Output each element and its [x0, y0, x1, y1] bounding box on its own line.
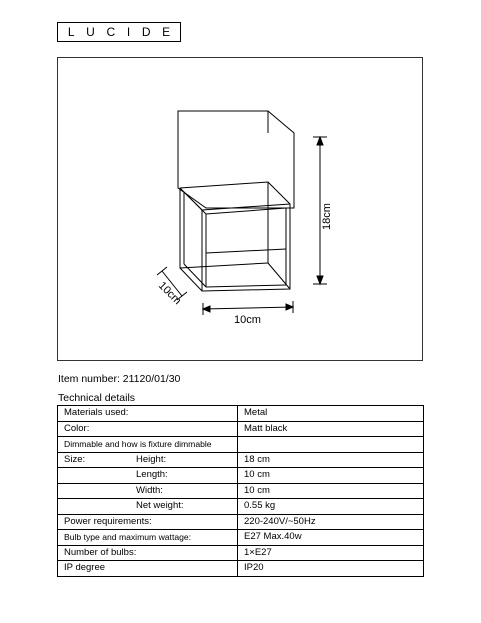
spec-sublabel: Width:: [136, 484, 163, 496]
table-row: [58, 499, 424, 515]
spec-label-group: [58, 499, 238, 515]
spec-sublabel: Net weight:: [136, 500, 184, 512]
depth-dimension-label: 10cm: [155, 279, 184, 308]
spec-value: [238, 437, 424, 453]
spec-value: 10 cm: [238, 483, 424, 499]
spec-value: Matt black: [238, 421, 424, 437]
spec-value: 0.55 kg: [238, 499, 424, 515]
logo-letter: L: [67, 25, 75, 39]
spec-sublabel: Height:: [136, 453, 167, 465]
spec-value: 220-240V/~50Hz: [238, 514, 424, 530]
height-dimension-label: 18cm: [321, 203, 333, 230]
table-row: [58, 437, 424, 453]
spec-label-group: [58, 468, 238, 484]
spec-label: IP degree: [58, 561, 238, 577]
logo-letter: U: [86, 25, 95, 39]
table-row: [58, 468, 424, 484]
table-row: [58, 452, 424, 468]
spec-label-group: [58, 483, 238, 499]
table-row: [58, 561, 424, 577]
spec-table: [57, 405, 424, 577]
technical-details-heading: Technical details: [58, 392, 136, 404]
lamp-line-drawing: [58, 58, 424, 362]
spec-label: Materials used:: [58, 406, 238, 422]
spec-label: Color:: [58, 421, 238, 437]
logo-letter: D: [141, 25, 151, 39]
item-number: Item number: 21120/01/30: [58, 373, 181, 385]
spec-label: Number of bulbs:: [58, 545, 238, 561]
logo-letter: C: [106, 25, 116, 39]
spec-value: E27 Max.40w: [238, 530, 424, 546]
width-dimension-label: 10cm: [234, 314, 261, 326]
spec-label: Dimmable and how is fixture dimmable: [58, 437, 238, 453]
spec-value: Metal: [238, 406, 424, 422]
logo-letter: I: [126, 25, 131, 39]
lucide-logo: [57, 22, 181, 42]
spec-value: IP20: [238, 561, 424, 577]
spec-label: Size:: [64, 453, 86, 465]
table-row: [58, 406, 424, 422]
table-row: [58, 530, 424, 546]
spec-sublabel: Length:: [136, 469, 168, 481]
logo-letter: E: [162, 25, 171, 39]
table-row: [58, 483, 424, 499]
spec-value: 1×E27: [238, 545, 424, 561]
table-row: [58, 421, 424, 437]
product-drawing: [57, 57, 423, 361]
table-row: [58, 514, 424, 530]
spec-label-group: [58, 452, 238, 468]
spec-label: Power requirements:: [58, 514, 238, 530]
spec-value: 18 cm: [238, 452, 424, 468]
table-row: [58, 545, 424, 561]
spec-label: Bulb type and maximum wattage:: [58, 530, 238, 546]
spec-value: 10 cm: [238, 468, 424, 484]
